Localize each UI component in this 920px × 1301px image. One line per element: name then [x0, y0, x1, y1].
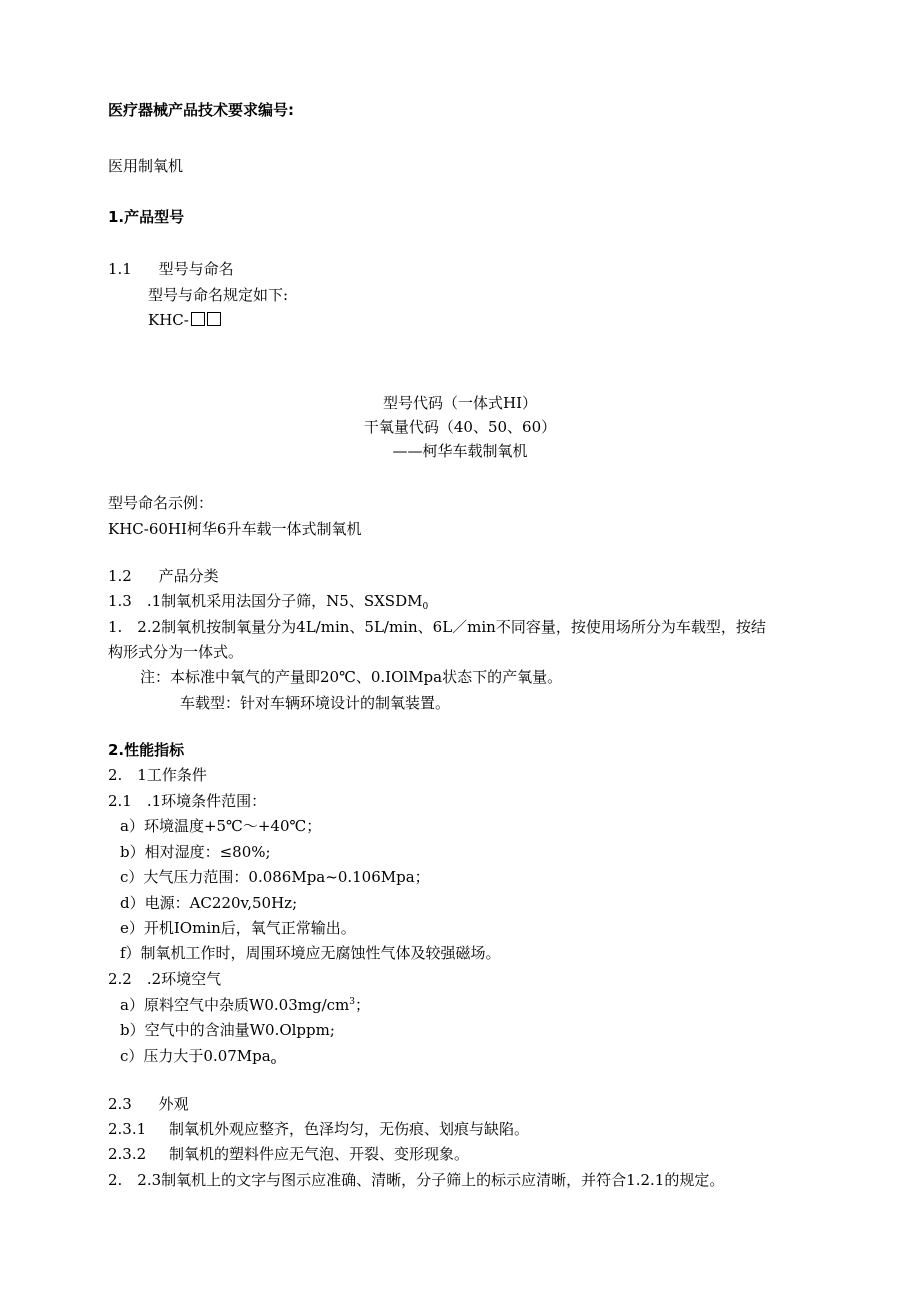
section-2-3-2-text: 制氧机的塑料件应无气泡、开裂、变形现象。	[168, 1145, 469, 1163]
env-condition-c: c）大气压力范围：0.086Mpa~0.106Mpa；	[120, 868, 430, 886]
section-2-3-1-text: 制氧机外观应整齐，色泽均匀，无伤痕、划痕与缺陷。	[168, 1120, 529, 1138]
env-condition-a: a）环境温度+5℃～+40℃；	[120, 817, 322, 835]
air-condition-c: c）压力大于0.07Mpa$_o$	[120, 1047, 277, 1067]
section-1-heading: 1.产品型号	[108, 208, 185, 226]
example-label: 型号命名示例：	[108, 494, 214, 512]
product-name: 医用制氧机	[108, 157, 184, 175]
section-2-heading: 2.性能指标	[108, 741, 185, 759]
section-2-3-1	[108, 1119, 529, 1139]
section-1-1-number: 1.1	[108, 260, 132, 278]
section-1-1-title: 型号与命名	[158, 260, 234, 278]
env-condition-f: f）制氧机工作时，周围环境应无腐蚀性气体及较强磁场。	[120, 944, 501, 962]
section-2-3-title: 外观	[158, 1095, 189, 1113]
model-format	[148, 310, 221, 330]
diagram-oxygen-code: 干氧量代码（40、50、60）	[363, 418, 557, 436]
section-2-3-2-number: 2.3.2	[108, 1145, 147, 1163]
section-2-3-3: 2. 2.3制氧机上的文字与图示应准确、清晰，分子筛上的标示应清晰，并符合1.2.1的规定。	[108, 1171, 725, 1189]
section-1-4-line-2: 构形式分为一体式。	[108, 643, 244, 661]
section-2-1-1-heading: 2.1 .1环境条件范围：	[108, 792, 267, 810]
section-2-3-1-number: 2.3.1	[108, 1120, 147, 1138]
section-1-2-heading	[108, 566, 219, 586]
env-condition-e: e）开机IOmin后，氧气正常输出。	[120, 919, 356, 937]
diagram-type-code: 型号代码（一体式HI）	[382, 394, 537, 412]
diagram-brand: ——柯华车载制氧机	[392, 442, 528, 460]
air-condition-b: b）空气中的含油量W0.Olppm;	[120, 1021, 335, 1039]
air-condition-a: a）原料空气中杂质$W0.03mg/cm^3$；	[120, 996, 371, 1014]
example-text: KHC-60HI柯华6升车载一体式制氧机	[108, 520, 362, 538]
env-condition-b: b）相对湿度：≤80%;	[120, 843, 271, 861]
note-text: 注：本标准中氧气的产量即20℃、0.IOlMpa状态下的产氧量。	[140, 668, 563, 686]
standard-number-label: 医疗器械产品技术要求编号:	[108, 101, 294, 119]
section-2-1-heading: 2. 1工作条件	[108, 766, 207, 784]
model-prefix: KHC-	[148, 311, 189, 329]
section-2-3-number: 2.3	[108, 1095, 132, 1113]
section-1-3-text: 1.3 .1制氧机采用法国分子筛，N5、$SXSDM_0$	[108, 592, 429, 612]
model-code-box-1	[191, 312, 205, 326]
model-code-box-2	[207, 312, 221, 326]
naming-rule-text: 型号与命名规定如下:	[148, 286, 289, 304]
section-1-2-title: 产品分类	[158, 567, 219, 585]
section-2-2-heading: 2.2 .2环境空气	[108, 970, 222, 988]
section-2-3-heading	[108, 1094, 189, 1114]
section-1-4-line-1: 1. 2.2制氧机按制氧量分为4L/min、5L/min、6L／min不同容量，按使用场所分为车载型，按结	[108, 618, 766, 636]
section-1-1-heading	[108, 259, 234, 279]
vehicle-definition: 车载型：针对车辆环境设计的制氧装置。	[180, 694, 451, 712]
section-1-2-number: 1.2	[108, 567, 132, 585]
env-condition-d: d）电源：AC220v,50Hz;	[120, 894, 298, 912]
section-2-3-2	[108, 1144, 469, 1164]
